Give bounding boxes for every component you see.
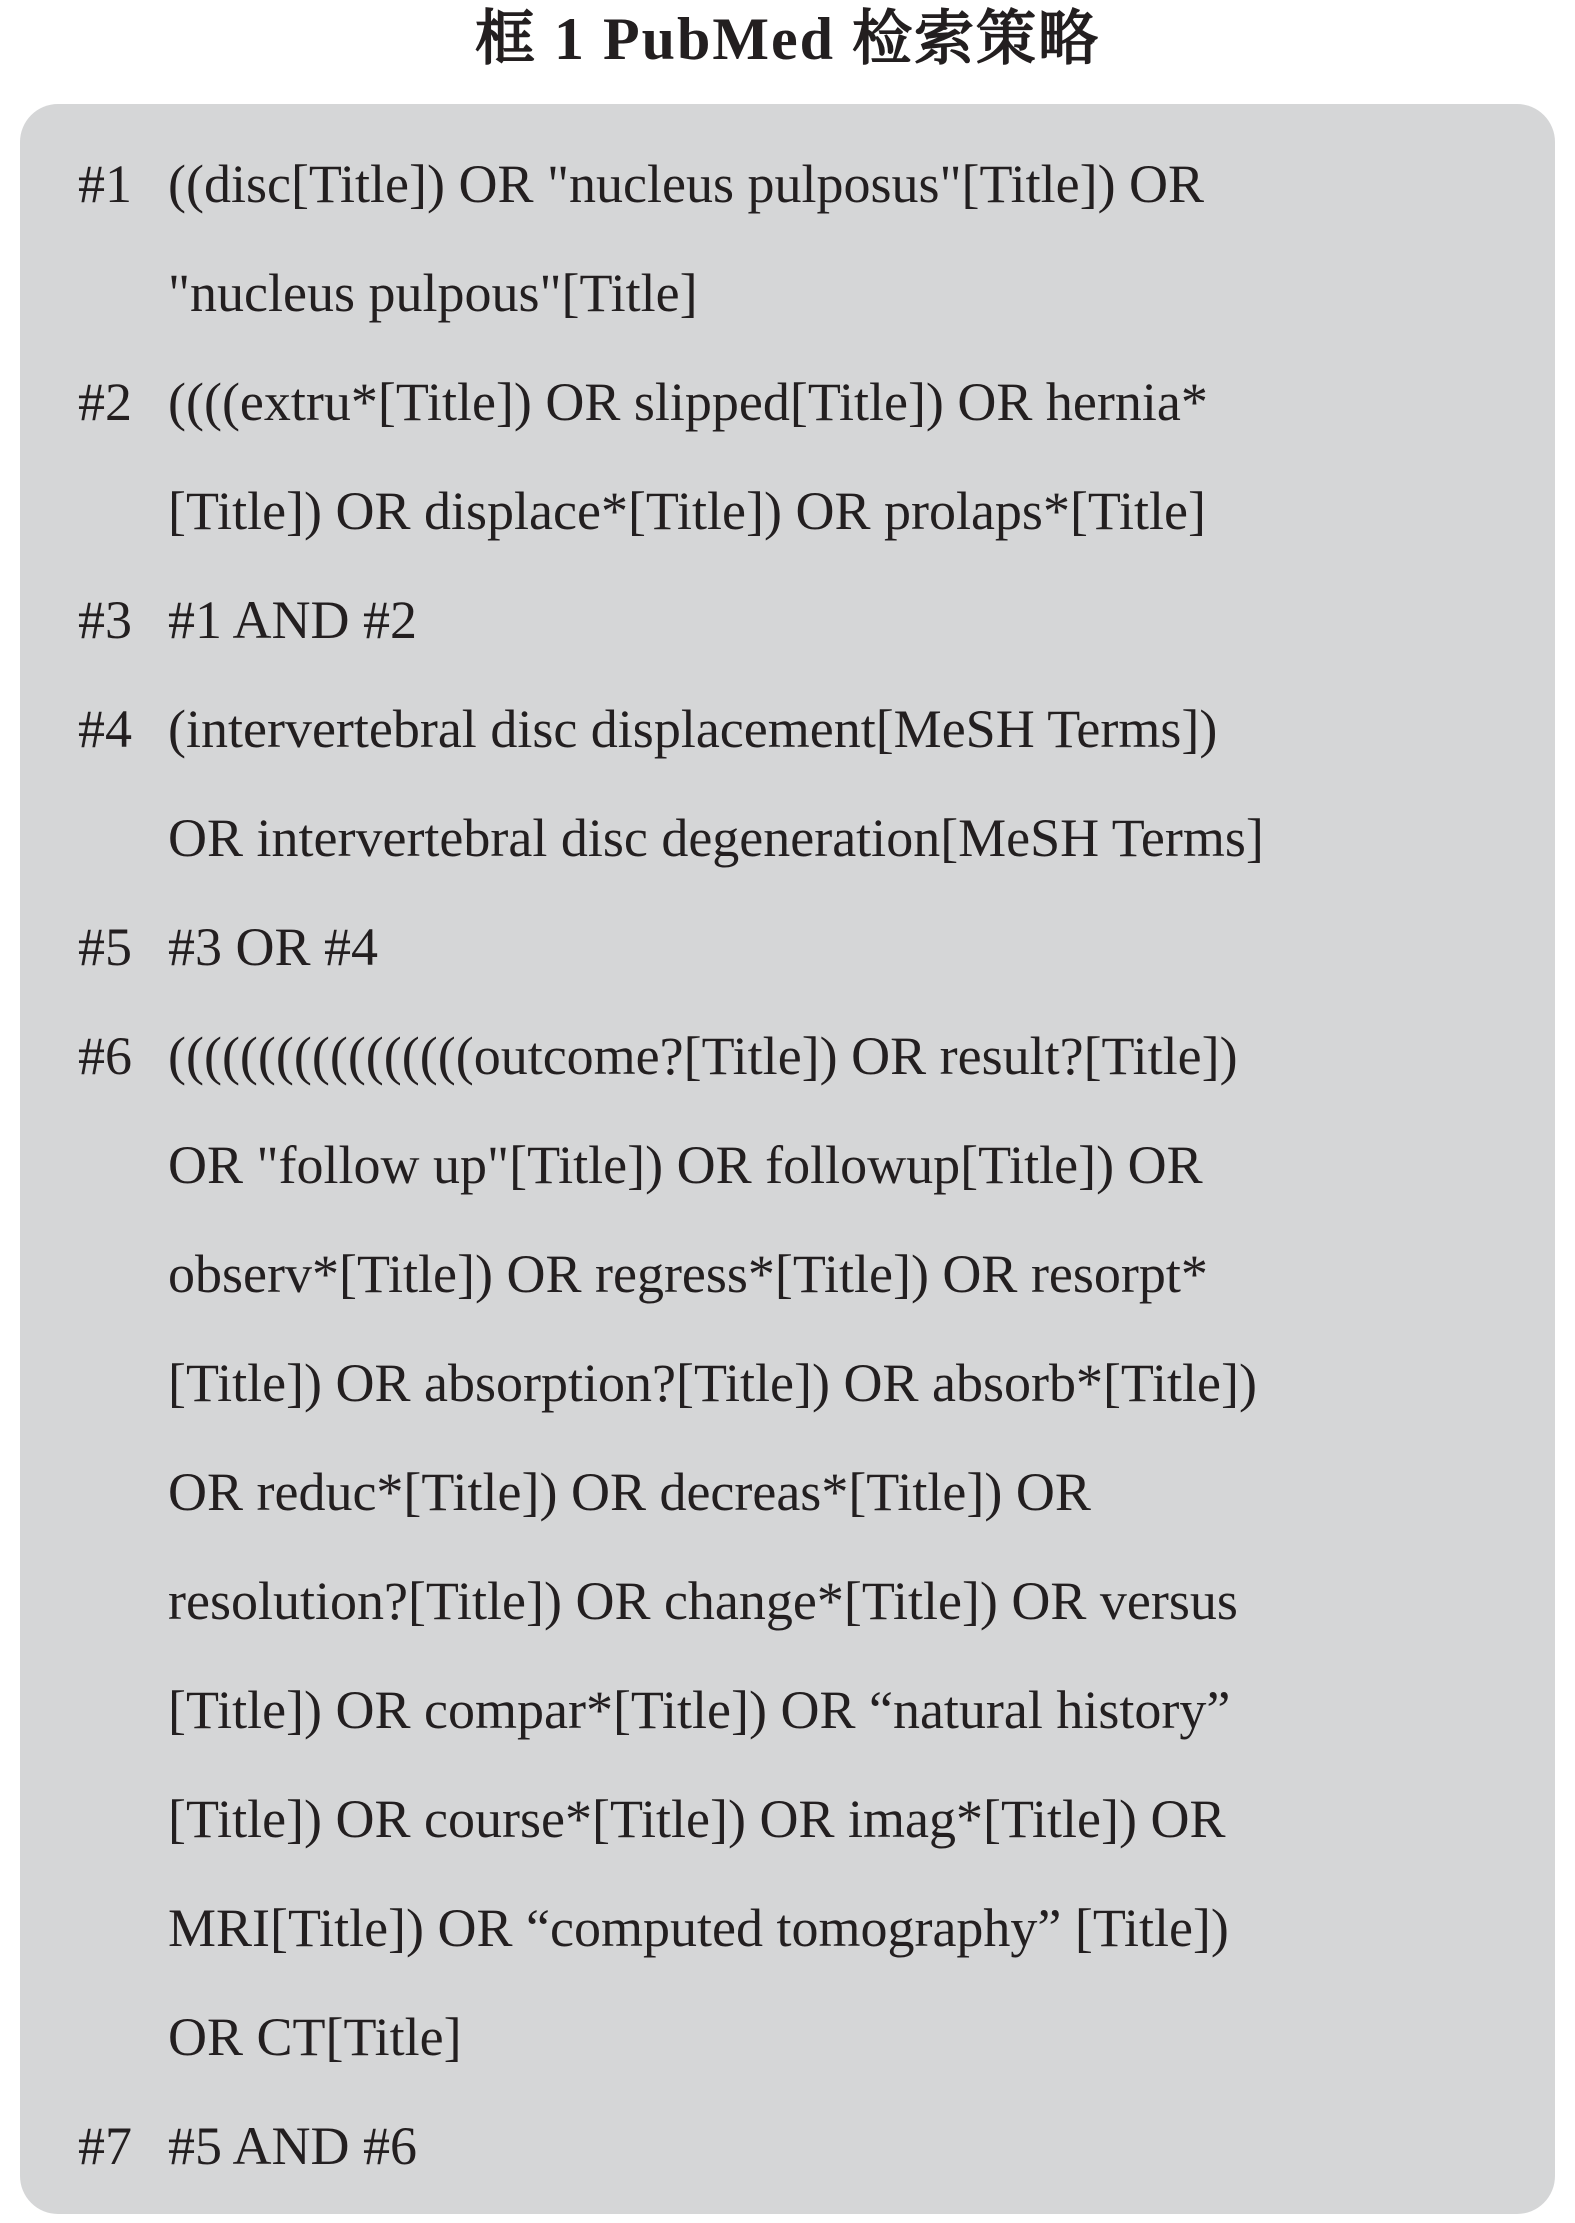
step-number: #5 [78, 917, 132, 977]
step-number: #1 [78, 154, 132, 214]
strategy-line [0, 1995, 1575, 2104]
strategy-line [0, 1559, 1575, 1668]
query-text: #5 AND #6 [168, 2116, 418, 2176]
strategy-line [0, 1668, 1575, 1777]
query-text: [Title]) OR absorption?[Title]) OR absorb*[Title]) [168, 1353, 1257, 1413]
step-number: #2 [78, 372, 132, 432]
query-text: observ*[Title]) OR regress*[Title]) OR resorpt* [168, 1244, 1208, 1304]
step-number: #7 [78, 2116, 132, 2176]
strategy-line [0, 251, 1575, 360]
query-text: OR "follow up"[Title]) OR followup[Title]) OR [168, 1135, 1203, 1195]
query-text: OR intervertebral disc degeneration[MeSH Terms] [168, 808, 1264, 868]
strategy-line [0, 687, 1575, 796]
query-text: OR CT[Title] [168, 2007, 462, 2067]
step-number: #3 [78, 590, 132, 650]
query-text: [Title]) OR course*[Title]) OR imag*[Title]) OR [168, 1789, 1226, 1849]
query-text: #1 AND #2 [168, 590, 418, 650]
query-text: #3 OR #4 [168, 917, 379, 977]
query-text: ((disc[Title]) OR "nucleus pulposus"[Title]) OR [168, 154, 1205, 214]
strategy-line [0, 796, 1575, 905]
strategy-line [0, 1123, 1575, 1232]
strategy-line [0, 905, 1575, 1014]
strategy-line [0, 1886, 1575, 1995]
box-title: 框 1 PubMed 检索策略 [474, 6, 1101, 72]
step-number: #4 [78, 699, 132, 759]
query-text: OR reduc*[Title]) OR decreas*[Title]) OR [168, 1462, 1091, 1522]
query-text: [Title]) OR displace*[Title]) OR prolaps*[Title] [168, 481, 1206, 541]
strategy-line [0, 1014, 1575, 1123]
query-text: resolution?[Title]) OR change*[Title]) OR versus [168, 1571, 1238, 1631]
strategy-line [0, 1777, 1575, 1886]
query-text: ((((extru*[Title]) OR slipped[Title]) OR hernia* [168, 372, 1208, 432]
strategy-line [0, 360, 1575, 469]
strategy-line [0, 142, 1575, 251]
query-text: MRI[Title]) OR “computed tomography” [Title]) [168, 1898, 1229, 1958]
strategy-line [0, 1450, 1575, 1559]
query-text: (intervertebral disc displacement[MeSH Terms]) [168, 699, 1218, 759]
strategy-line [0, 1232, 1575, 1341]
query-text: "nucleus pulpous"[Title] [168, 263, 698, 323]
search-strategy-list [0, 142, 1575, 2213]
strategy-line [0, 2104, 1575, 2213]
query-text: (((((((((((((((((outcome?[Title]) OR result?[Title]) [168, 1026, 1238, 1086]
strategy-line [0, 469, 1575, 578]
strategy-line [0, 578, 1575, 687]
query-text: [Title]) OR compar*[Title]) OR “natural history” [168, 1680, 1231, 1740]
step-number: #6 [78, 1026, 132, 1086]
strategy-line [0, 1341, 1575, 1450]
